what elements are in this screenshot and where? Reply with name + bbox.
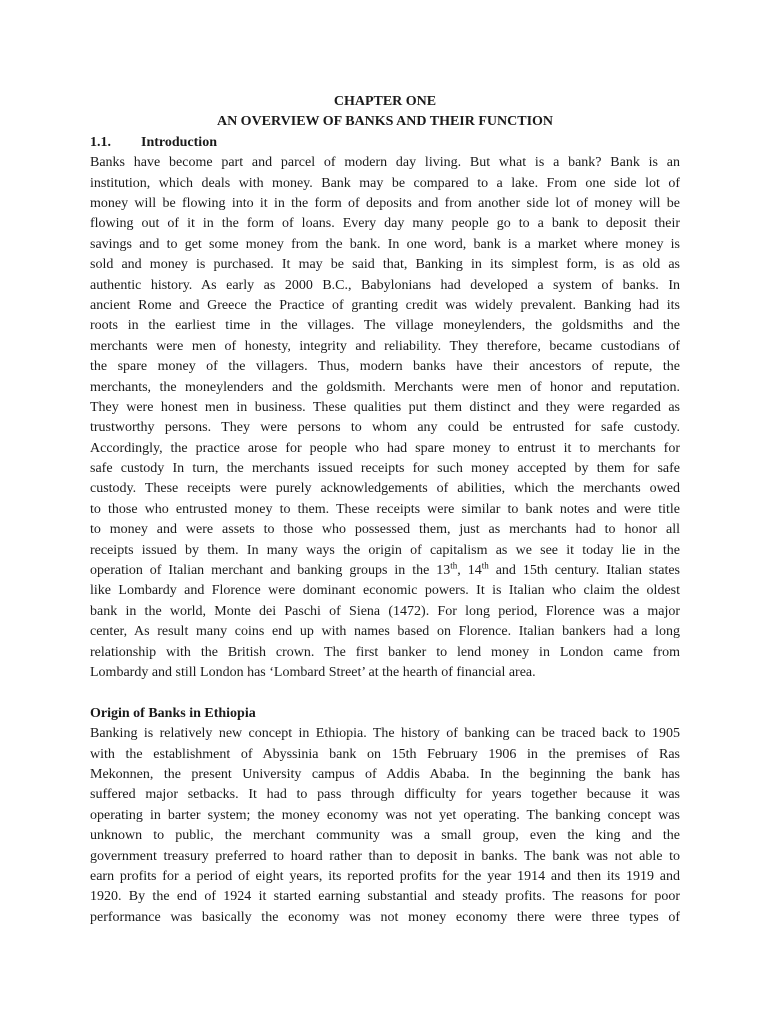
text-line: Banking is relatively new concept in Ethiopia. The history of banking can be traced back to 1905 xyxy=(90,726,680,742)
text-line: earn profits for a period of eight years, its reported profits for the year 1914 and then its 1919 and xyxy=(90,868,680,884)
text-line: the spare money of the villagers. Thus, modern banks have their ancestors of repute, the xyxy=(90,359,680,375)
text-line: bank in the world, Monte dei Paschi of Siena (1472). For long period, Florence was a major xyxy=(90,603,680,619)
section-number: 1.1. xyxy=(90,134,111,150)
section-title: Introduction xyxy=(141,134,217,150)
text-line: Mekonnen, the present University campus of Addis Ababa. In the beginning the bank has xyxy=(90,766,680,782)
text-line: center, As result many coins end up with names based on Florence. Italian bankers had a long xyxy=(90,624,680,640)
text-line: savings and to get some money from the bank. In one word, bank is a market where money is xyxy=(90,236,680,252)
text-line: custody. These receipts were purely acknowledgements of abilities, which the merchants owed xyxy=(90,481,680,497)
text-line: unknown to public, the merchant community was a small group, even the king and the xyxy=(90,828,680,844)
chapter-label: CHAPTER ONE xyxy=(333,94,437,109)
ethiopia-heading: Origin of Banks in Ethiopia xyxy=(90,705,256,721)
text-line: 1920. By the end of 1924 it started earning substantial and steady profits. The reasons for poor xyxy=(90,889,680,905)
text-line: roots in the earliest time in the villages. The village moneylenders, the goldsmiths and the xyxy=(90,318,680,334)
text-line: Accordingly, the practice arose for people who had spare money to entrust it to merchants for xyxy=(90,440,680,456)
text-line: to those who entrusted money to them. These receipts were similar to bank notes and were title xyxy=(90,501,680,517)
text-line: suffered major setbacks. It had to pass through difficulty for years together because it was xyxy=(90,787,680,803)
text-line: merchants, the moneylenders and the goldsmith. Merchants were men of honor and reputation. xyxy=(90,379,680,395)
text-line: safe custody In turn, the merchants issued receipts for such money accepted by them for safe xyxy=(90,461,680,477)
text-line: performance was basically the economy was not money economy there were three types of xyxy=(90,909,680,925)
text-line: relationship with the British crown. The first banker to lend money in London came from xyxy=(90,644,680,660)
ethiopia-paragraph xyxy=(90,724,680,928)
text-line: like Lombardy and Florence were dominant economic powers. It is Italian who claim the oldest xyxy=(90,583,680,599)
century-line xyxy=(90,561,680,581)
text-line: authentic history. As early as 2000 B.C., Babylonians had developed a system of banks. In xyxy=(90,277,680,293)
text-line: government treasury preferred to hoard rather than to deposit in banks. The bank was not able to xyxy=(90,848,680,864)
text-line: Lombardy and still London has ‘Lombard Street’ at the hearth of financial area. xyxy=(90,664,536,680)
text-line: institution, which deals with money. Bank may be compared to a lake. From one side lot of xyxy=(90,175,680,191)
text-line: They were honest men in business. These qualities put them distinct and they were regarded as xyxy=(90,399,680,415)
page-content xyxy=(90,92,680,928)
paragraph-spacer xyxy=(90,683,680,703)
text-line: sold and money is purchased. It may be said that, Banking in its simplest form, is as old as xyxy=(90,257,680,273)
section-heading xyxy=(90,133,680,153)
text-line: operating in barter system; the money economy was not yet operating. The banking concept was xyxy=(90,807,680,823)
text-line: receipts issued by them. In many ways the origin of capitalism as we see it today lie in the xyxy=(90,542,680,558)
text-line: merchants were men of honesty, integrity and reliability. They therefore, became custodians of xyxy=(90,338,680,354)
text-line: to money and were assets to those who possessed them, just as merchants had to honor all xyxy=(90,522,680,538)
chapter-title: AN OVERVIEW OF BANKS AND THEIR FUNCTION xyxy=(216,114,554,130)
century-text-middle: , 14 xyxy=(457,563,482,579)
intro-paragraph xyxy=(90,153,680,683)
text-line: with the establishment of Abyssinia bank on 15th February 1906 in the premises of Ras xyxy=(90,746,680,762)
text-line: money will be flowing into it in the form of deposits and from another side lot of money will be xyxy=(90,196,680,211)
century-text-after: and 15th century. Italian states xyxy=(488,563,680,579)
text-line: Banks have become part and parcel of modern day living. But what is a bank? Bank is an xyxy=(90,155,680,171)
text-line: flowing out of it in the form of loans. Every day many people go to a bank to deposit their xyxy=(90,216,680,232)
text-line: trustworthy persons. They were persons to whom any could be entrusted for safe custody. xyxy=(90,420,680,436)
century-text-before: operation of Italian merchant and banking groups in the 13 xyxy=(90,563,451,579)
text-line: ancient Rome and Greece the Practice of granting credit was widely prevalent. Banking had its xyxy=(90,297,680,313)
superscript-th: th xyxy=(481,561,489,571)
superscript-th: th xyxy=(450,561,458,571)
